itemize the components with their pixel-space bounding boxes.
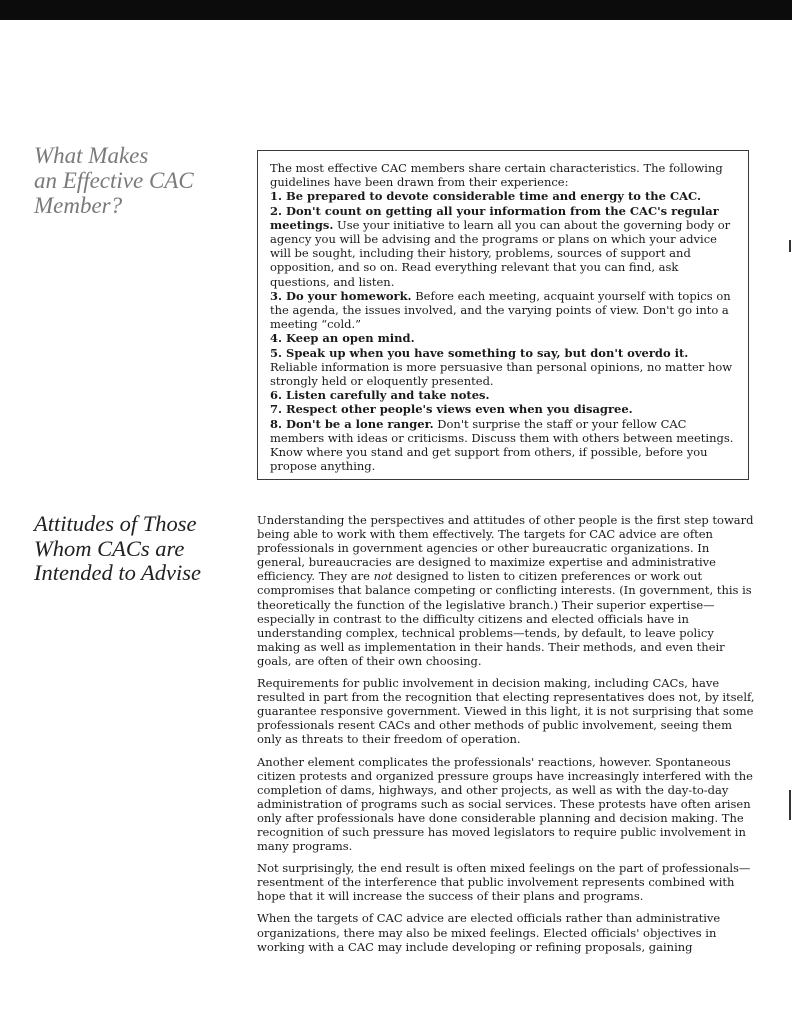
guideline-7-title: 7. Respect other people's views even when you disagree. [270,402,633,417]
section-heading-effective-member [34,143,234,218]
guideline-2-title: 2. Don't count on getting all your information from the CAC's regular meetings. [270,203,719,232]
guideline-4-title: 4. Keep an open mind. [270,331,415,346]
heading-line: Member? [34,193,123,218]
guidelines-intro: The most effective CAC members share certain characteristics. The following guidelines have been drawn from their experience: [270,161,723,190]
attitudes-body [257,513,755,954]
guidelines-box [257,150,749,480]
scan-top-border [0,0,792,20]
guideline-8-text: Don't surprise the staff or your fellow CAC members with ideas or criticisms. Discuss them with others between meetings. Know where you stand and get support from others, if possible, before you propose anything. [270,416,734,474]
paragraph-part: Understanding the perspectives and attitudes of other people is the first step toward being able to work with them effectively. The targets for CAC advice are often professionals in government agencies or other bureaucratic organizations. In general, bureaucracies are designed to maximize expertise and administrative efficiency. They are [257,513,754,584]
heading-line: an Effective CAC [34,168,194,193]
guidelines-text [270,161,736,473]
guideline-5-title: 5. Speak up when you have something to say, but don't overdo it. [270,345,689,360]
scan-edge-mark [789,240,791,252]
guideline-3-text: Before each meeting, acquaint yourself with topics on the agenda, the issues involved, and the varying points of view. Don't go into a meeting “cold.” [270,288,731,332]
guideline-6-title: 6. Listen carefully and take notes. [270,388,490,403]
paragraph: Another element complicates the professionals' reactions, however. Spontaneous citizen protests and organized pressure groups have increasingly interfered with the completion of dams, highways, and other projects, as well as with the day-to-day administration of programs such as social services. These protests have often arisen only after professionals have done considerable planning and decision making. The recognition of such pressure has moved legislators to require public involvement in many programs. [257,754,753,854]
heading-line: What Makes [34,143,149,168]
guideline-5-text: Reliable information is more persuasive than personal opinions, no matter how strongly held or eloquently presented. [270,359,733,389]
scan-edge-mark [789,790,791,820]
guideline-1-title: 1. Be prepared to devote considerable time and energy to the CAC. [270,189,701,204]
guideline-8-title: 8. Don't be a lone ranger. [270,416,434,431]
section-heading-attitudes [34,512,234,586]
emphasis: not [373,569,393,584]
guideline-3-title: 3. Do your homework. [270,288,412,303]
paragraph: When the targets of CAC advice are elected officials rather than administrative organizations, there may also be mixed feelings. Elected officials' objectives in working with a CAC may include developing or refining proposals, gaining [257,911,721,954]
paragraph: Requirements for public involvement in decision making, including CACs, have resulted in part from the recognition that electing representatives does not, by itself, guarantee responsive government. Viewed in this light, it is not surprising that some professionals resent CACs and other methods of public involvement, seeing them only as threats to their freedom of operation. [257,676,755,747]
paragraph: Not surprisingly, the end result is often mixed feelings on the part of professionals—resentment of the interference that public involvement represents combined with hope that it will increase the success of their plans and programs. [257,861,751,904]
paragraph-part: designed to listen to citizen preferences or work out compromises that balance competing or conflicting interests. (In government, this is theoretically the function of the legislative branch.) Their superior expertise—especially in contrast to the difficulty citizens and elected officials have in understanding complex, technical problems—tends, by default, to leave policy making as well as implementation in their hands. Their methods, and even their goals, are often of their own choosing. [257,569,752,668]
guideline-2-text: Use your initiative to learn all you can about the governing body or agency you will be advising and the programs or plans on which your advice will be sought, including their history, problems, sources of support and opposition, and so on. Read everything relevant that you can find, ask questions, and listen. [270,217,731,289]
heading-line: Whom CACs are [34,535,185,561]
heading-line: Attitudes of Those [34,511,197,536]
paragraph [257,513,755,668]
heading-line: Intended to Advise [34,560,202,585]
